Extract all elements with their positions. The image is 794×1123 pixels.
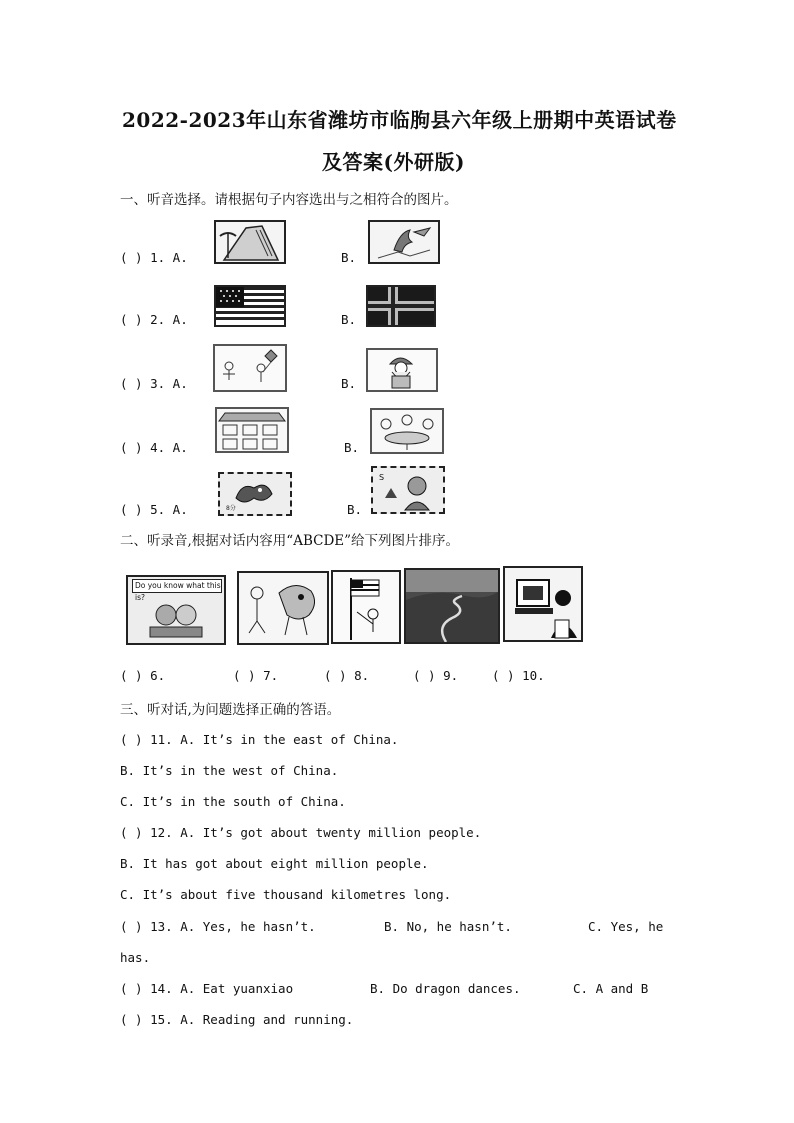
q11-line-a: ( ) 11. A. It’s in the east of China. xyxy=(120,732,399,747)
q13-option-c-wrap: has. xyxy=(120,950,151,965)
section3-heading: 三、听对话,为问题选择正确的答语。 xyxy=(120,702,341,718)
cross-flag-image xyxy=(366,285,436,327)
q1-b-label: B. xyxy=(341,250,357,265)
q4-prefix: ( ) 4. A. xyxy=(120,440,188,455)
q11-line-c: C. It’s in the south of China. xyxy=(120,794,346,809)
santa-image xyxy=(366,348,438,392)
section2-panel-classroom xyxy=(126,575,226,645)
answer-8: ( ) 8. xyxy=(324,668,370,683)
q12-line-c: C. It’s about five thousand kilometres long. xyxy=(120,887,452,902)
dinner-table-image xyxy=(370,408,444,454)
mountain-image xyxy=(214,220,286,264)
q11-line-b: B. It’s in the west of China. xyxy=(120,763,339,778)
us-flag-image xyxy=(214,285,286,327)
q13-option-c: C. Yes, he xyxy=(588,919,664,934)
chinatown-image xyxy=(215,407,289,453)
q2-b-label: B. xyxy=(341,312,357,327)
section2-panel-flag xyxy=(331,570,401,644)
section2-panel-lion-dance xyxy=(237,571,329,645)
answer-10: ( ) 10. xyxy=(492,668,545,683)
q13-option-b: B. No, he hasn’t. xyxy=(384,919,512,934)
svg-text:8分: 8分 xyxy=(226,505,236,512)
q13-option-a: ( ) 13. A. Yes, he hasn’t. xyxy=(120,919,316,934)
page-title: 2022-2023年山东省潍坊市临朐县六年级上册期中英语试卷 xyxy=(122,108,677,132)
page-subtitle: 及答案(外研版) xyxy=(322,150,465,174)
q15-option-a: ( ) 15. A. Reading and running. xyxy=(120,1012,354,1027)
dragon-stamp-image xyxy=(218,472,292,516)
answer-9: ( ) 9. xyxy=(413,668,459,683)
q5-b-label: B. xyxy=(347,502,363,517)
q14-option-a: ( ) 14. A. Eat yuanxiao xyxy=(120,981,294,996)
q12-line-a: ( ) 12. A. It’s got about twenty million people. xyxy=(120,825,482,840)
bird-image xyxy=(368,220,440,264)
answer-6: ( ) 6. xyxy=(120,668,166,683)
q12-line-b: B. It has got about eight million people. xyxy=(120,856,429,871)
svg-text:S: S xyxy=(379,473,385,482)
q3-prefix: ( ) 3. A. xyxy=(120,376,188,391)
q14-option-c: C. A and B xyxy=(573,981,649,996)
kite-kids-image xyxy=(213,344,287,392)
queen-stamp-image xyxy=(371,466,445,514)
q4-b-label: B. xyxy=(344,440,360,455)
section2-heading: 二、听录音,根据对话内容用“ABCDE”给下列图片排序。 xyxy=(120,533,460,549)
q3-b-label: B. xyxy=(341,376,357,391)
q2-prefix: ( ) 2. A. xyxy=(120,312,188,327)
section2-panel-great-wall xyxy=(404,568,500,644)
q5-prefix: ( ) 5. A. xyxy=(120,502,188,517)
section1-heading: 一、听音选择。请根据句子内容选出与之相符合的图片。 xyxy=(120,192,458,208)
q14-option-b: B. Do dragon dances. xyxy=(370,981,521,996)
panel-caption: Do you know what this is? xyxy=(132,579,222,593)
q1-prefix: ( ) 1. A. xyxy=(120,250,188,265)
section2-panel-computer xyxy=(503,566,583,642)
answer-7: ( ) 7. xyxy=(233,668,279,683)
